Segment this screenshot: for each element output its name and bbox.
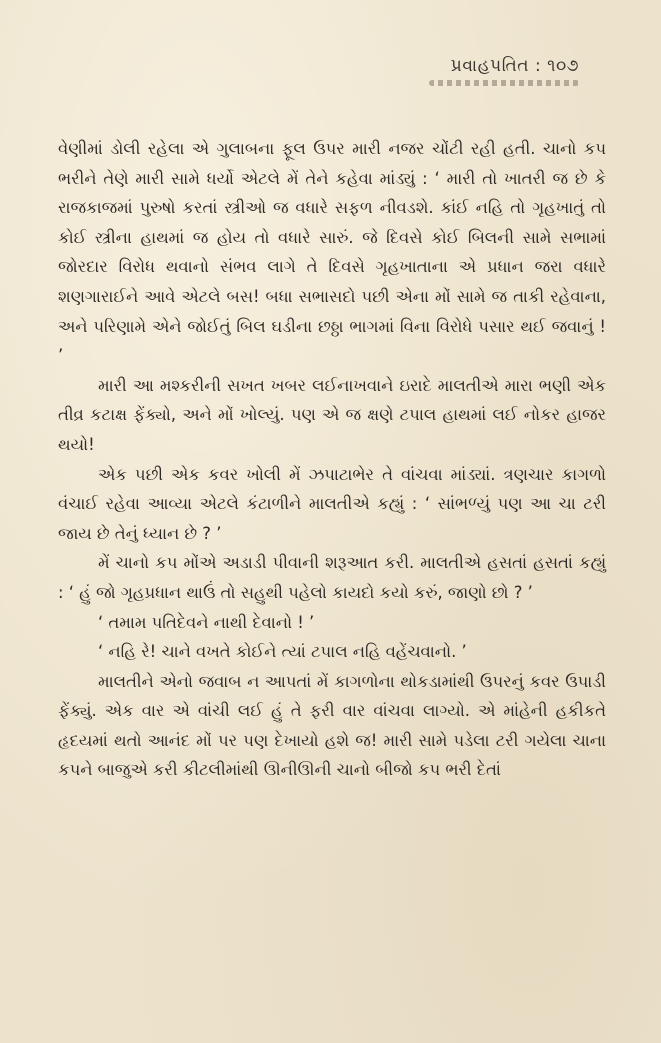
paragraph: મારી આ મશ્કરીની સખત ખબર લઈનાખવાને ઇરાદે માલતીએ મારા ભણી એક તીવ્ર કટાક્ષ ફેંક્યો, અને મોં ખોલ્યું. પણ એ જ ક્ષણે ટપાલ હાથમાં લઈ નોકર હાજર થયો! bbox=[58, 375, 606, 454]
body-text bbox=[58, 134, 606, 785]
paragraph: ‘ તમામ પતિદેવને નાથી દેવાનો ! ’ bbox=[98, 612, 315, 632]
paragraph: વેણીમાં ડોલી રહેલા એ ગુલાબના ફૂલ ઉપર મારી નજર ચોંટી રહી હતી. ચાનો કપ ભરીને તેણે મારી સામે ધર્યો એટલે મેં તેને કહેવા માંડ્યું : ‘ મારી તો ખાતરી જ છે કે રાજકાજમાં પુરુષો કરતાં સ્ત્રીઓ જ વધારે સફળ નીવડશે. કાંઈ નહિ તો ગૃહખાતું તો કોઈ સ્ત્રીના હાથમાં જ હોય તો વધારે સારું. જે દિવસે કોઈ બિલની સામે સભામાં જોરદાર વિરોધ થવાનો સંભવ લાગે તે દિવસે ગૃહખાતાના એ પ્રધાન જરા વધારે શણગારાઈને આવે એટલે બસ! બધા સભાસદો પછી એના મોં સામે જ તાકી રહેવાના, અને પરિણામે એને જોઈતું બિલ ઘડીના છઠ્ઠા ભાગમાં વિના વિરોધે પસાર થઈ જવાનું ! ’ bbox=[58, 139, 606, 366]
page-header bbox=[429, 56, 579, 86]
paragraph: મેં ચાનો કપ મોંએ અડાડી પીવાની શરૂઆત કરી. માલતીએ હસતાં હસતાં કહ્યું : ‘ હું જો ગૃહપ્રધાન થાઉં તો સહુથી પહેલો કાયદો કયો કરું, જાણો છો ? ’ bbox=[58, 553, 606, 602]
paragraph: ‘ નહિ રે! ચાને વખતે કોઈને ત્યાં ટપાલ નહિ વહેંચવાનો. ’ bbox=[98, 642, 467, 662]
running-head-page-number: પ્રવાહપતિત : ૧૦૭ bbox=[450, 56, 579, 76]
header-wavy-rule bbox=[429, 80, 579, 86]
paragraph: માલતીને એનો જવાબ ન આપતાં મેં કાગળોના થોકડામાંથી ઉપરનું કવર ઉપાડી ફેંક્યું. એક વાર એ વાંચી લઈ હું તે ફરી વાર વાંચવા લાગ્યો. એ માંહેની હકીકતે હૃદયમાં થતો આનંદ મોં પર પણ દેખાયો હશે જ! મારી સામે પડેલા ટરી ગયેલા ચાના કપને બાજુએ કરી કીટલીમાંથી ઊનીઊની ચાનો બીજો કપ ભરી દેતાં bbox=[58, 671, 606, 780]
paragraph: એક પછી એક કવર ખોલી મેં ઝપાટાભેર તે વાંચવા માંડ્યાં. ત્રણચાર કાગળો વંચાઈ રહેવા આવ્યા એટલે કંટાળીને માલતીએ કહ્યું : ‘ સાંભળ્યું પણ આ ચા ટરી જાય છે તેનું ધ્યાન છે ? ’ bbox=[58, 464, 606, 543]
